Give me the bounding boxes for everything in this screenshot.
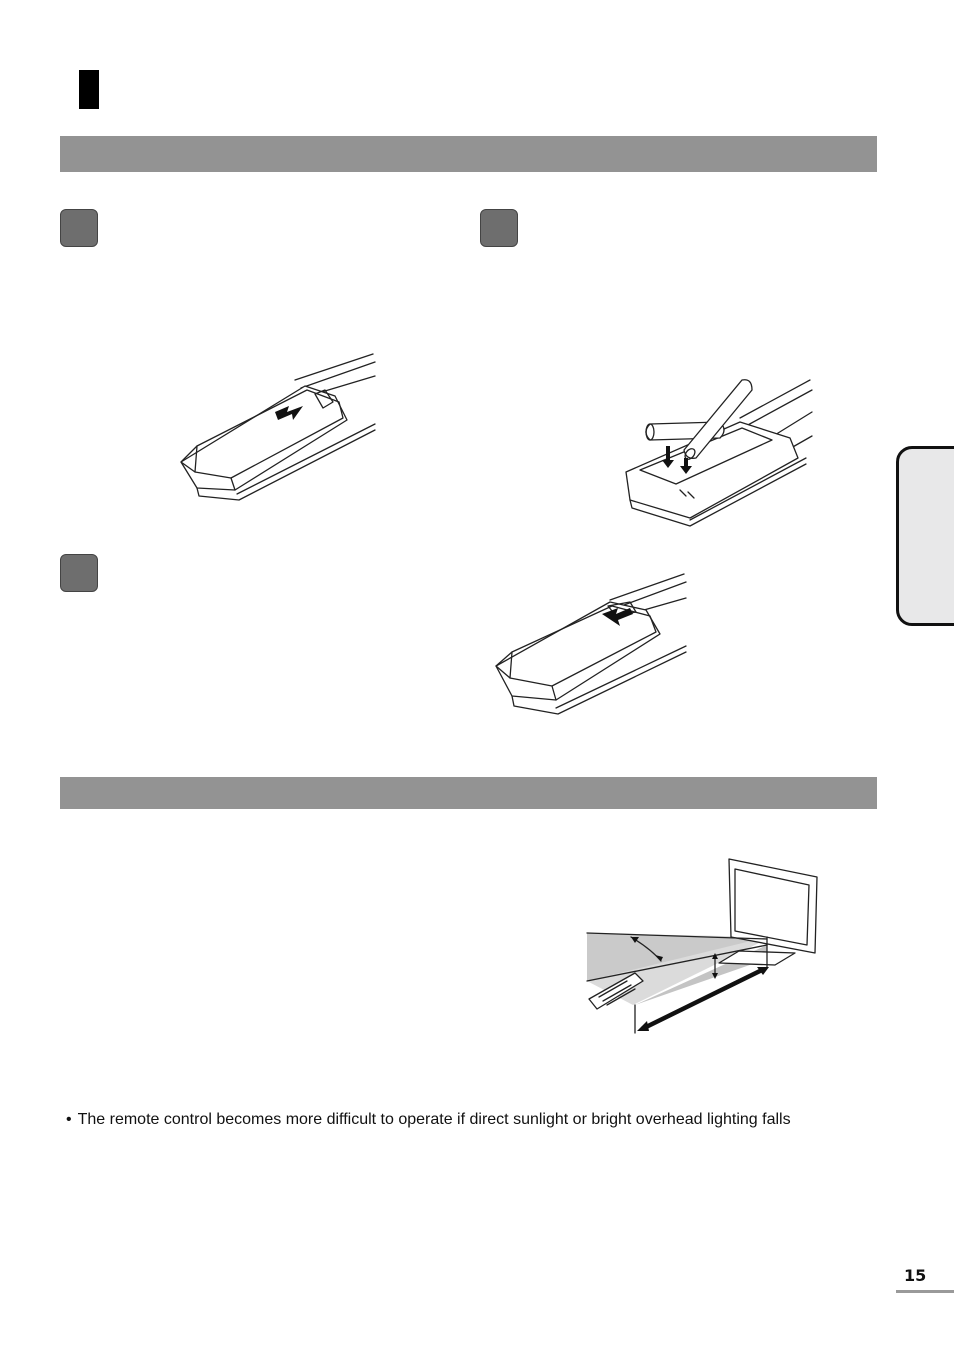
step-marker-1 bbox=[60, 209, 98, 247]
note-text: The remote control becomes more difficult to operate if direct sunlight or bright overhead lighting falls bbox=[77, 1111, 791, 1128]
note-bullet: • bbox=[66, 1111, 72, 1128]
remote-cover-close-illustration bbox=[490, 570, 700, 730]
section-header-bar-battery bbox=[60, 136, 877, 172]
remote-cover-open-illustration bbox=[175, 350, 385, 510]
remote-usage-note bbox=[66, 1110, 906, 1130]
step-marker-3 bbox=[60, 554, 98, 592]
operating-range-illustration bbox=[585, 855, 825, 1035]
battery-insert-illustration bbox=[620, 372, 820, 532]
step-marker-2 bbox=[480, 209, 518, 247]
section-marker bbox=[79, 70, 99, 109]
chapter-side-tab bbox=[896, 446, 954, 626]
page-number-underline bbox=[896, 1290, 954, 1293]
page-number: 15 bbox=[904, 1266, 927, 1285]
section-header-bar-range bbox=[60, 777, 877, 809]
